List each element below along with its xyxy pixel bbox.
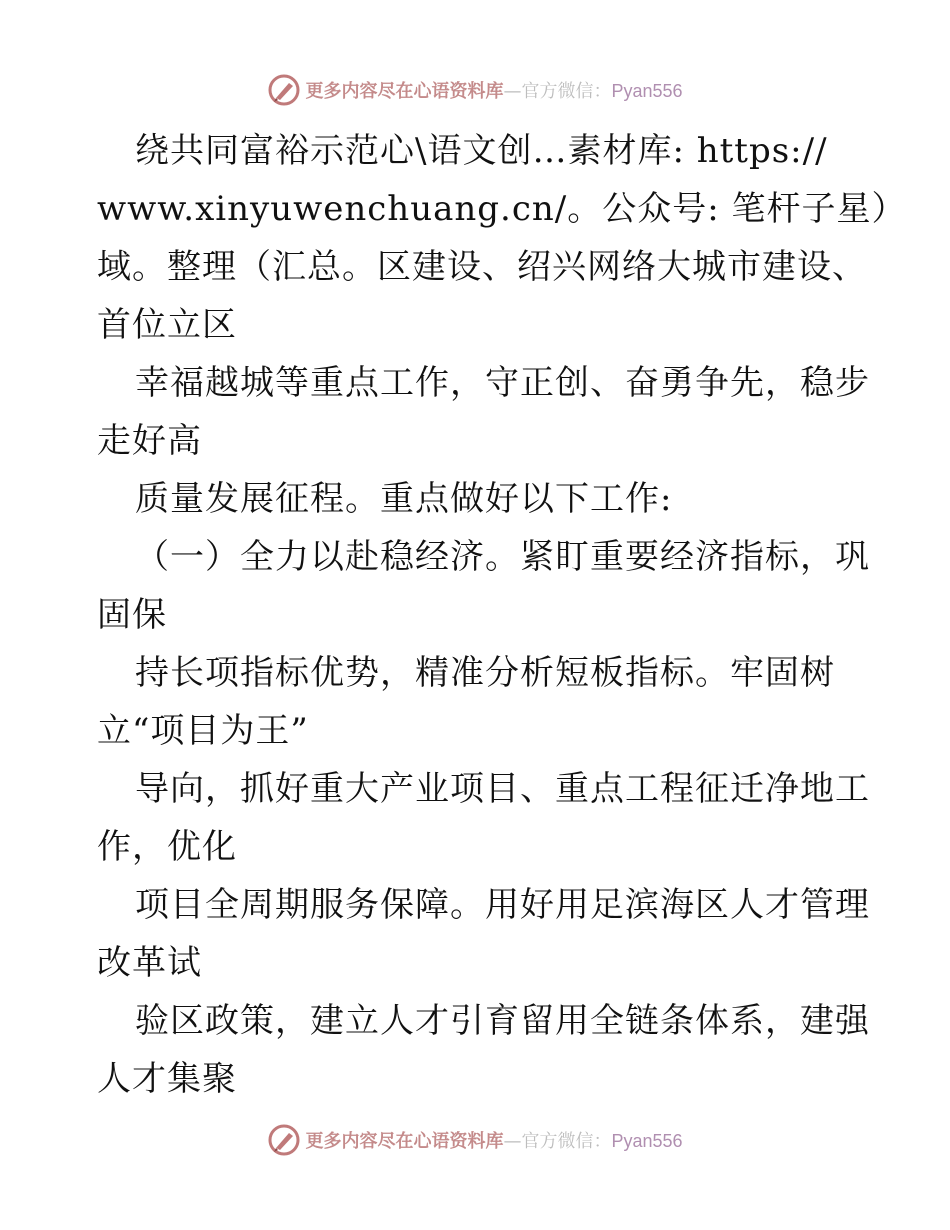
body-line-5: 幸福越城等重点工作，守正创、奋勇争先，稳步 [135, 363, 870, 403]
body-line-11: 立“项目为王” [97, 711, 309, 751]
banner-text [305, 1127, 682, 1153]
banner-brand: 更多内容尽在心语资料库 [305, 1131, 504, 1152]
banner-wechat-label: 官方微信： [521, 1131, 612, 1152]
body-line-13: 作，优化 [97, 827, 237, 867]
banner-dash: — [503, 81, 522, 102]
body-line-2: www.xinyuwenchuang.cn/。公众号: 笔杆子星） [97, 189, 907, 229]
body-line-4: 首位立区 [97, 305, 237, 345]
header-banner [0, 70, 950, 110]
document-body [97, 122, 907, 1108]
body-line-8: （一）全力以赴稳经济。紧盯重要经济指标，巩 [135, 537, 870, 577]
banner-wechat-id: Pyan556 [611, 81, 683, 101]
body-line-9: 固保 [97, 595, 167, 635]
banner-wechat-id: Pyan556 [611, 1131, 683, 1151]
body-line-3: 域。整理（汇总。区建设、绍兴网络大城市建设、 [97, 247, 867, 287]
body-line-6: 走好高 [97, 421, 202, 461]
banner-text [305, 77, 682, 103]
body-line-17: 人才集聚 [97, 1059, 237, 1099]
body-line-14: 项目全周期服务保障。用好用足滨海区人才管理 [135, 885, 870, 925]
body-line-12: 导向，抓好重大产业项目、重点工程征迁净地工 [135, 769, 870, 809]
pen-logo-icon [267, 1123, 301, 1157]
body-line-15: 改革试 [97, 943, 202, 983]
banner-dash: — [503, 1131, 522, 1152]
pen-logo-icon [267, 73, 301, 107]
banner-wechat-label: 官方微信： [521, 81, 612, 102]
body-line-7: 质量发展征程。重点做好以下工作: [135, 479, 673, 519]
body-line-10: 持长项指标优势，精准分析短板指标。牢固树 [135, 653, 835, 693]
body-line-16: 验区政策，建立人才引育留用全链条体系，建强 [135, 1001, 870, 1041]
banner-brand: 更多内容尽在心语资料库 [305, 81, 504, 102]
body-line-1: 绕共同富裕示范心\语文创…素材库: https:// [135, 131, 828, 171]
footer-banner [0, 1120, 950, 1160]
